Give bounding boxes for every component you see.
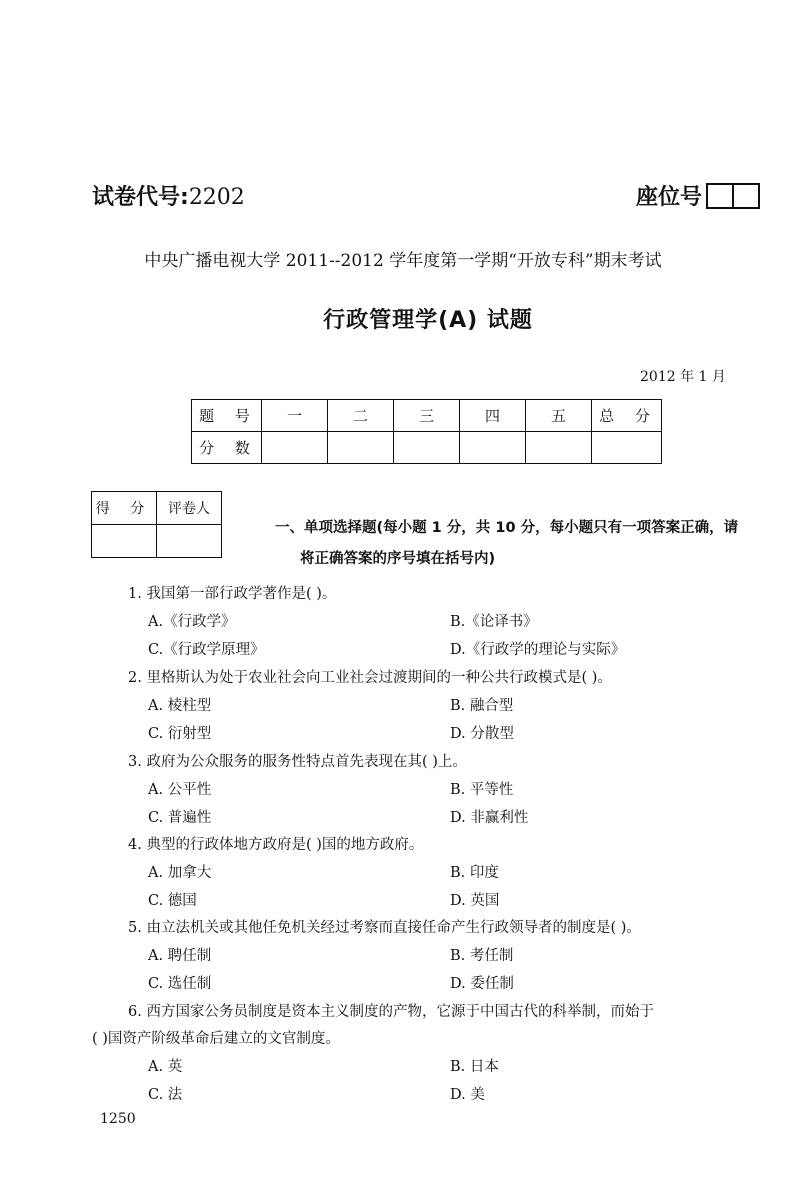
question-1: 1. 我国第一部行政学著作是( )。 [128,586,337,602]
score-header-label: 题 号 [192,400,262,432]
q4-option-a: A. 加拿大 [148,865,212,881]
seat-boxes[interactable] [706,183,760,209]
q3-option-b: B. 平等性 [450,782,514,798]
q6-option-c: C. 法 [148,1087,183,1103]
score-header-1: 一 [262,400,328,432]
score-cell-2[interactable] [328,432,394,464]
score-header-5: 五 [526,400,592,432]
q6-option-b: B. 日本 [450,1059,499,1075]
grader-score-cell[interactable] [92,525,157,558]
q2-option-b: B. 融合型 [450,698,514,714]
question-6: 6. 西方国家公务员制度是资本主义制度的产物，它源于中国古代的科举制，而始于 [128,1004,654,1020]
exam-date: 2012 年 1 月 [640,369,726,385]
score-cell-4[interactable] [460,432,526,464]
q4-option-c: C. 德国 [148,893,197,909]
q5-option-a: A. 聘任制 [148,948,212,964]
grader-name-cell[interactable] [157,525,222,558]
page-number: 1250 [100,1111,136,1127]
grader-table [91,491,222,558]
q5-option-b: B. 考任制 [450,948,514,964]
q5-option-d: D. 委任制 [450,976,514,992]
exam-title: 行政管理学(A) 试题 [323,308,533,333]
question-5: 5. 由立法机关或其他任免机关经过考察而直接任命产生行政领导者的制度是( )。 [128,920,641,936]
section-heading-cont: 将正确答案的序号填在括号内) [300,551,496,567]
grader-label: 评卷人 [157,492,222,525]
q2-option-c: C. 衍射型 [148,726,212,742]
exam-header: 中央广播电视大学 2011--2012 学年度第一学期“开放专科”期末考试 [144,251,662,271]
score-header-total: 总 分 [592,400,662,432]
q2-option-d: D. 分散型 [450,726,514,742]
question-6-cont: ( )国资产阶级革命后建立的文官制度。 [92,1031,340,1047]
score-header-4: 四 [460,400,526,432]
exam-code-value: 2202 [188,185,245,210]
q6-option-a: A. 英 [148,1059,183,1075]
score-cell-1[interactable] [262,432,328,464]
score-cell-5[interactable] [526,432,592,464]
q5-option-c: C. 选任制 [148,976,212,992]
question-3: 3. 政府为公众服务的服务性特点首先表现在其( )上。 [128,754,467,770]
q3-option-a: A. 公平性 [148,782,212,798]
exam-code-label: 试卷代号: [92,185,189,210]
q6-option-d: D. 美 [450,1087,485,1103]
score-row-label: 分 数 [192,432,262,464]
question-2: 2. 里格斯认为处于农业社会向工业社会过渡期间的一种公共行政模式是( )。 [128,670,612,686]
q3-option-d: D. 非赢利性 [450,810,529,826]
score-cell-total[interactable] [592,432,662,464]
q1-option-b: B.《论译书》 [450,614,538,630]
section-heading: 一、单项选择题(每小题 1 分，共 10 分，每小题只有一项答案正确，请 [275,520,739,536]
grader-score-label: 得 分 [92,492,157,525]
q3-option-c: C. 普遍性 [148,810,212,826]
score-header-3: 三 [394,400,460,432]
q1-option-a: A.《行政学》 [148,614,236,630]
seat-number [636,180,760,211]
score-cell-3[interactable] [394,432,460,464]
q1-option-c: C.《行政学原理》 [148,642,265,658]
q4-option-b: B. 印度 [450,865,499,881]
q1-option-d: D.《行政学的理论与实际》 [450,642,626,658]
seat-label: 座位号 [636,185,703,210]
q2-option-a: A. 棱柱型 [148,698,212,714]
score-header-2: 二 [328,400,394,432]
question-4: 4. 典型的行政体地方政府是( )国的地方政府。 [128,837,424,853]
score-table [191,399,662,464]
exam-code [92,180,245,211]
q4-option-d: D. 英国 [450,893,500,909]
